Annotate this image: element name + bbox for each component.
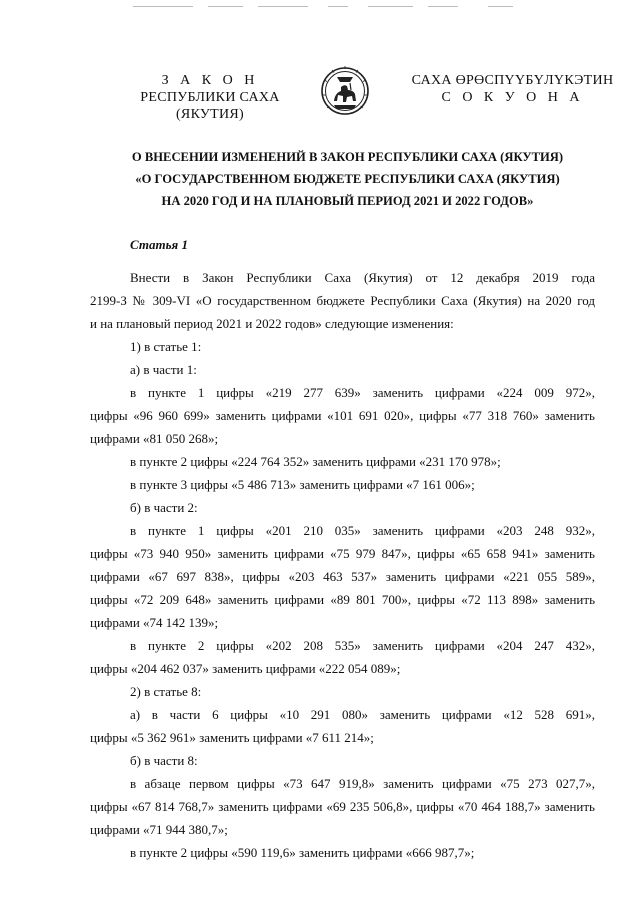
title-line-3: НА 2020 ГОД И НА ПЛАНОВЫЙ ПЕРИОД 2021 И 2022 ГОДОВ»	[161, 194, 534, 208]
text-line: цифры «67 814 768,7» заменить цифрами «69 235 506,8», цифры «70 464 188,7» заменить	[90, 799, 595, 814]
text-line: цифрами «81 050 268»;	[90, 431, 219, 446]
text-line: а) в части 6 цифры «10 291 080» заменить цифрами «12 528 691»,	[130, 707, 595, 722]
text-line: цифры «5 362 961» заменить цифрами «7 611 214»;	[90, 730, 374, 745]
document-body	[90, 233, 595, 864]
text-line: в пункте 1 цифры «201 210 035» заменить цифрами «203 248 932»,	[130, 523, 595, 538]
text-line: цифры «96 960 699» заменить цифрами «101 691 020», цифры «77 318 760» заменить	[90, 408, 595, 423]
header-right	[395, 72, 630, 106]
text-line: б) в части 2:	[130, 500, 198, 515]
header-law-word: З А К О Н	[161, 73, 259, 88]
text-line: 2199-З № 309-VI «О государственном бюджете Республики Саха (Якутия) на 2020 год	[90, 293, 595, 308]
law-title	[60, 146, 635, 212]
text-line: в абзаце первом цифры «73 647 919,8» заменить цифрами «75 273 027,7»,	[130, 776, 595, 791]
text-line: 1) в статье 1:	[130, 339, 202, 354]
article-heading: Статья 1	[130, 237, 188, 252]
text-line: а) в части 1:	[130, 362, 197, 377]
text-line: цифрами «71 944 380,7»;	[90, 822, 228, 837]
text-line: в пункте 2 цифры «590 119,6» заменить цифрами «666 987,7»;	[130, 845, 475, 860]
header-yakut-republic-name: САХА ӨРӨСПҮҮБҮЛҮКЭТИН	[411, 73, 614, 88]
text-line: цифры «204 462 037» заменить цифрами «222 054 089»;	[90, 661, 401, 676]
article-text	[90, 266, 595, 864]
title-line-2: «О ГОСУДАРСТВЕННОМ БЮДЖЕТЕ РЕСПУБЛИКИ САХА (ЯКУТИЯ)	[135, 172, 560, 186]
text-line: в пункте 3 цифры «5 486 713» заменить цифрами «7 161 006»;	[130, 477, 475, 492]
header-republic-name: РЕСПУБЛИКИ САХА (ЯКУТИЯ)	[140, 90, 280, 122]
scan-artifact-strip	[128, 4, 528, 10]
text-line: в пункте 1 цифры «219 277 639» заменить цифрами «224 009 972»,	[130, 385, 595, 400]
text-line: и на плановый период 2021 и 2022 годов» следующие изменения:	[90, 316, 454, 331]
header-yakut-law-word: С О К У О Н А	[441, 90, 584, 105]
text-line: в пункте 2 цифры «224 764 352» заменить цифрами «231 170 978»;	[130, 454, 501, 469]
title-line-1: О ВНЕСЕНИИ ИЗМЕНЕНИЙ В ЗАКОН РЕСПУБЛИКИ САХА (ЯКУТИЯ)	[131, 150, 564, 164]
header-left	[110, 72, 310, 123]
text-line: б) в части 8:	[130, 753, 198, 768]
coat-of-arms-emblem-icon	[320, 63, 370, 119]
text-line: Внести в Закон Республики Саха (Якутия) от 12 декабря 2019 года	[130, 270, 595, 285]
text-line: цифры «73 940 950» заменить цифрами «75 979 847», цифры «65 658 941» заменить	[90, 546, 595, 561]
text-line: цифрами «67 697 838», цифры «203 463 537» заменить цифрами «221 055 589»,	[90, 569, 595, 584]
text-line: цифрами «74 142 139»;	[90, 615, 219, 630]
text-line: цифры «72 209 648» заменить цифрами «89 801 700», цифры «72 113 898» заменить	[90, 592, 595, 607]
text-line: 2) в статье 8:	[130, 684, 202, 699]
text-line: в пункте 2 цифры «202 208 535» заменить цифрами «204 247 432»,	[130, 638, 595, 653]
